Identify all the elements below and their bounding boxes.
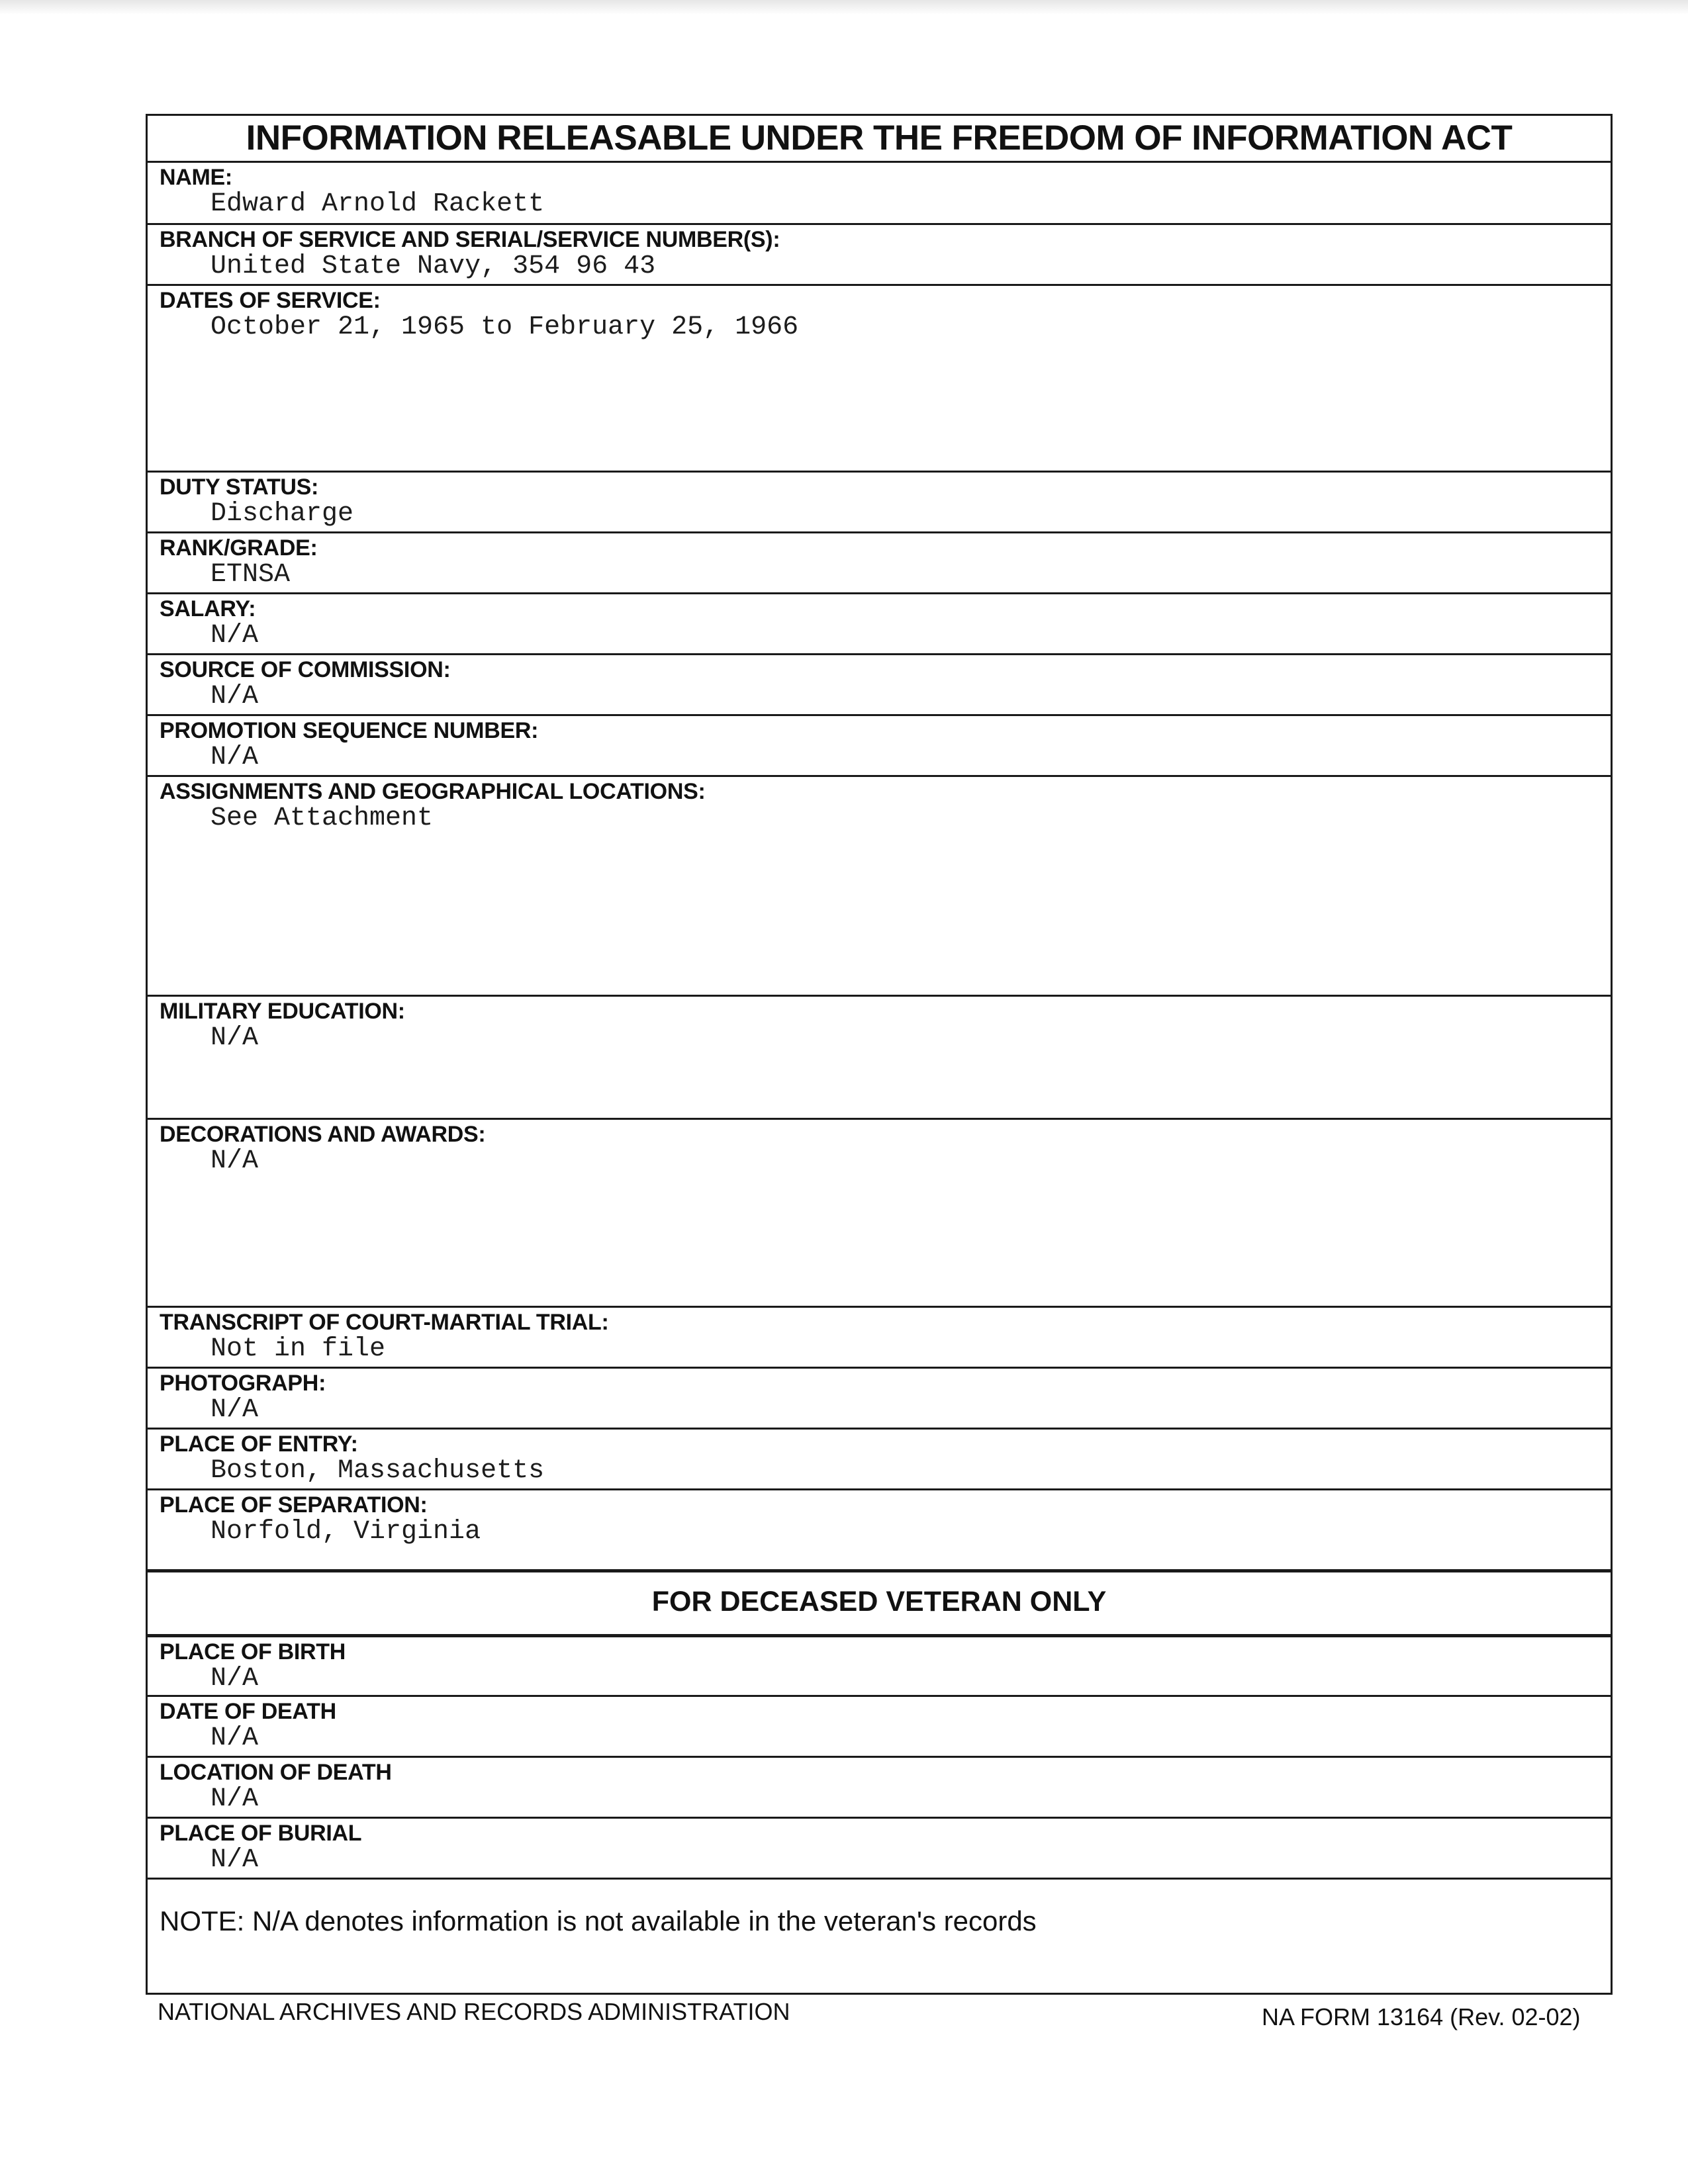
field-label: PROMOTION SEQUENCE NUMBER: (160, 718, 539, 743)
field-label: DUTY STATUS: (160, 475, 319, 500)
field-label: DECORATIONS AND AWARDS: (160, 1122, 486, 1147)
field-label: DATE OF DEATH (160, 1699, 336, 1724)
field-value: Norfold, Virginia (211, 1517, 481, 1547)
field-rank-grade (148, 531, 1611, 592)
foia-release-form (146, 114, 1613, 1995)
field-label: PLACE OF BURIAL (160, 1821, 362, 1846)
field-place-of-birth (148, 1634, 1611, 1695)
field-label: DATES OF SERVICE: (160, 288, 381, 313)
field-location-of-death (148, 1756, 1611, 1817)
note-row (148, 1878, 1611, 1993)
field-place-of-separation (148, 1488, 1611, 1569)
field-label: PLACE OF ENTRY: (160, 1432, 358, 1457)
field-place-of-entry (148, 1428, 1611, 1488)
field-value: Edward Arnold Rackett (211, 189, 545, 219)
field-value: N/A (211, 1784, 259, 1814)
field-value: N/A (211, 1723, 259, 1753)
field-value: N/A (211, 1395, 259, 1425)
scan-edge-shadow (0, 0, 1688, 15)
field-value: ETNSA (211, 560, 291, 590)
field-label: PHOTOGRAPH: (160, 1371, 326, 1396)
field-source-of-commission (148, 653, 1611, 714)
field-value: See Attachment (211, 803, 434, 833)
field-label: LOCATION OF DEATH (160, 1760, 392, 1785)
field-label: SALARY: (160, 596, 256, 621)
field-value: N/A (211, 743, 259, 772)
field-value: Boston, Massachusetts (211, 1456, 545, 1486)
field-value: N/A (211, 621, 259, 651)
field-place-of-burial (148, 1817, 1611, 1878)
field-label: NAME: (160, 165, 232, 190)
field-value: N/A (211, 1664, 259, 1694)
field-label: BRANCH OF SERVICE AND SERIAL/SERVICE NUMBER(S): (160, 227, 780, 252)
field-branch-serial (148, 223, 1611, 284)
field-photograph (148, 1367, 1611, 1428)
field-label: SOURCE OF COMMISSION: (160, 657, 451, 682)
field-duty-status (148, 471, 1611, 531)
deceased-section-header (148, 1569, 1611, 1634)
field-name (148, 161, 1611, 223)
field-decorations-awards (148, 1118, 1611, 1306)
field-military-education (148, 995, 1611, 1118)
field-salary (148, 592, 1611, 653)
field-value: October 21, 1965 to February 25, 1966 (211, 312, 799, 342)
field-promotion-sequence (148, 714, 1611, 775)
footer-form-number: NA FORM 13164 (Rev. 02-02) (1262, 2003, 1581, 2030)
field-label: ASSIGNMENTS AND GEOGRAPHICAL LOCATIONS: (160, 779, 706, 804)
field-value: N/A (211, 1023, 259, 1053)
footer-agency: NATIONAL ARCHIVES AND RECORDS ADMINISTRATION (158, 1998, 790, 2025)
field-dates-of-service (148, 284, 1611, 471)
field-value: Discharge (211, 499, 354, 529)
field-date-of-death (148, 1695, 1611, 1756)
field-label: TRANSCRIPT OF COURT-MARTIAL TRIAL: (160, 1310, 609, 1335)
field-label: PLACE OF SEPARATION: (160, 1492, 428, 1518)
field-value: Not in file (211, 1334, 386, 1364)
field-value: N/A (211, 1845, 259, 1875)
field-label: PLACE OF BIRTH (160, 1639, 346, 1664)
form-title: INFORMATION RELEASABLE UNDER THE FREEDOM OF INFORMATION ACT (246, 118, 1513, 158)
field-court-martial-transcript (148, 1306, 1611, 1367)
form-title-row (148, 116, 1611, 161)
field-value: N/A (211, 1146, 259, 1176)
na-note: NOTE: N/A denotes information is not available in the veteran's records (160, 1905, 1037, 1936)
field-label: MILITARY EDUCATION: (160, 999, 405, 1024)
field-assignments-locations (148, 775, 1611, 995)
field-value: United State Navy, 354 96 43 (211, 251, 656, 281)
deceased-heading: FOR DECEASED VETERAN ONLY (651, 1586, 1107, 1617)
field-label: RANK/GRADE: (160, 535, 318, 561)
field-value: N/A (211, 682, 259, 711)
